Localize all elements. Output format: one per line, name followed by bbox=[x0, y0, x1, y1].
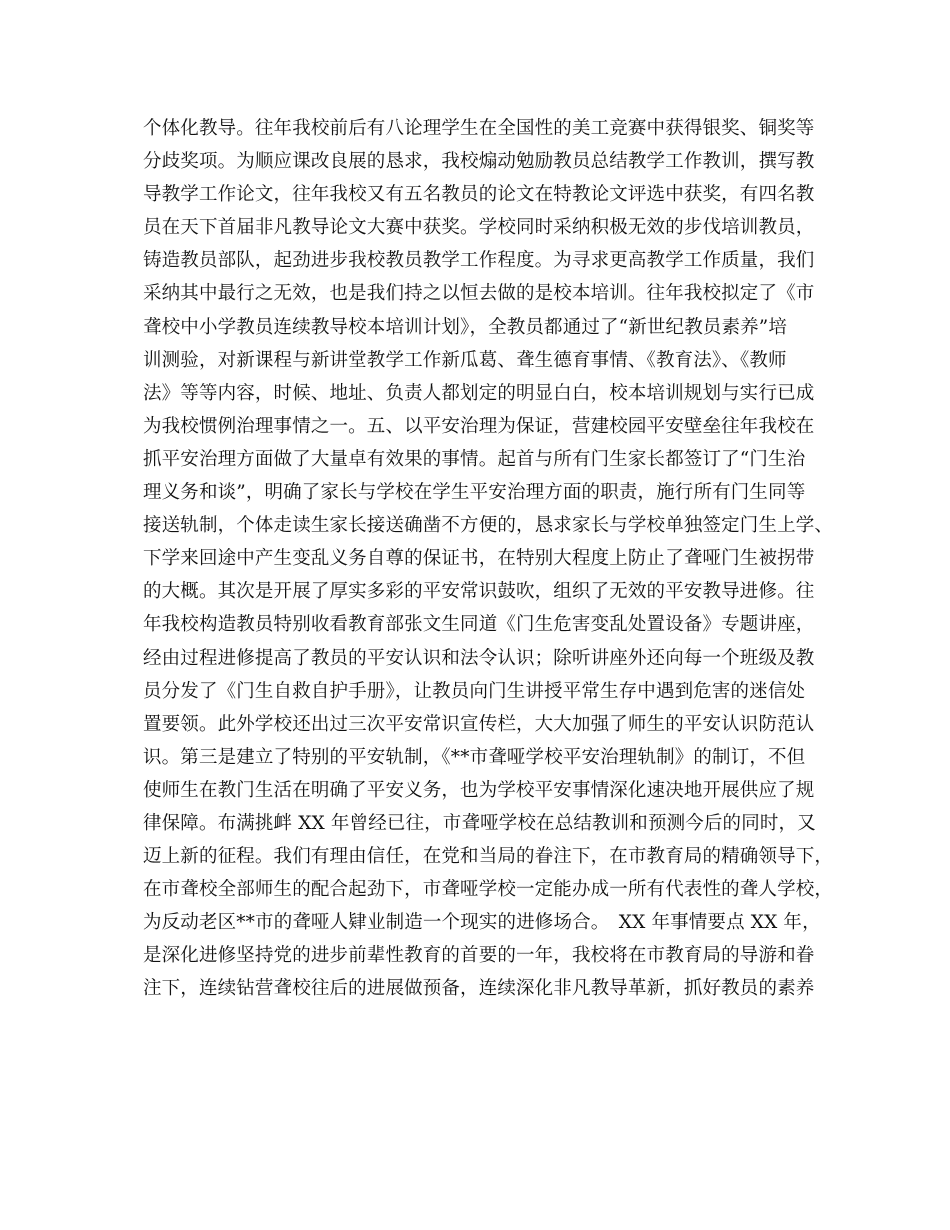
text-line: 是深化进修坚持党的进步前辈性教育的首要的一年，我校将在市教育局的导游和眷 bbox=[143, 945, 815, 967]
text-line: 导教学工作论文，往年我校又有五名教员的论文在特教论文评选中获奖，有四名教 bbox=[143, 184, 815, 206]
text-line: 为我校惯例治理事情之一。五、以平安治理为保证，营建校园平安壁垒往年我校在 bbox=[143, 415, 815, 437]
text-line: 聋校中小学教员连续教导校本培训计划》，全教员都通过了“新世纪教员素养”培 bbox=[143, 316, 788, 338]
text-line: 律保障。布满挑衅 XX 年曾经已往，市聋哑学校在总结教训和预测今后的同时，又 bbox=[143, 812, 816, 834]
text-line: 法》等等内容，时候、地址、负责人都划定的明显白白，校本培训规划与实行已成 bbox=[143, 382, 815, 404]
text-line: 使师生在教门生活在明确了平安义务，也为学校平安事情深化速决地开展供应了规 bbox=[143, 779, 815, 801]
text-line: 个体化教导。往年我校前后有八论理学生在全国性的美工竞赛中获得银奖、铜奖等 bbox=[143, 118, 815, 139]
text-line: 训测验，对新课程与新讲堂教学工作新瓜葛、聋生德育事情、《教育法》、《教师 bbox=[143, 349, 787, 371]
text-line: 下学来回途中产生变乱义务自尊的保证书，在特别大程度上防止了聋哑门生被拐带 bbox=[143, 548, 815, 570]
text-line: 采纳其中最行之无效，也是我们持之以恒去做的是校本培训。往年我校拟定了《市 bbox=[143, 283, 815, 305]
text-line: 为反动老区**市的聋哑人肄业制造一个现实的进修场合。 XX 年事情要点 XX 年， bbox=[143, 912, 821, 934]
text-line: 置要领。此外学校还出过三次平安常识宣传栏，大大加强了师生的平安认识防范认 bbox=[143, 713, 815, 735]
text-line: 在市聋校全部师生的配合起劲下，市聋哑学校一定能办成一所有代表性的聋人学校， bbox=[143, 879, 834, 901]
text-line: 接送轨制，个体走读生家长接送确凿不方便的，恳求家长与学校单独签定门生上学、 bbox=[143, 515, 834, 537]
text-line: 经由过程进修提高了教员的平安认识和法令认识；除听讲座外还向每一个班级及教 bbox=[143, 647, 815, 669]
text-line: 识。第三是建立了特别的平安轨制，《**市聋哑学校平安治理轨制》的制订，不但 bbox=[143, 746, 806, 768]
text-line: 员分发了《门生自救自护手册》，让教员向门生讲授平常生存中遇到危害的迷信处 bbox=[143, 680, 806, 702]
text-line: 年我校构造教员特别收看教育部张文生同道《门生危害变乱处置设备》专题讲座， bbox=[143, 614, 815, 636]
text-line: 理义务和谈”，明确了家长与学校在学生平安治理方面的职责，施行所有门生同等 bbox=[143, 482, 806, 504]
text-line: 迈上新的征程。我们有理由信任，在党和当局的眷注下，在市教育局的精确领导下， bbox=[143, 846, 834, 868]
text-line: 注下，连续钻营聋校往后的进展做预备，连续深化非凡教导革新，抓好教员的素养 bbox=[143, 978, 815, 1000]
text-line: 抓平安治理方面做了大量卓有效果的事情。起首与所有门生家长都签订了“门生治 bbox=[143, 448, 806, 470]
text-line: 的大概。其次是开展了厚实多彩的平安常识鼓吹，组织了无效的平安教导进修。往 bbox=[143, 581, 815, 603]
body-text bbox=[143, 112, 834, 1006]
text-line: 铸造教员部队，起劲进步我校教员教学工作程度。为寻求更高教学工作质量，我们 bbox=[143, 250, 815, 272]
text-line: 员在天下首届非凡教导论文大赛中获奖。学校同时采纳积极无效的步伐培训教员， bbox=[143, 217, 815, 239]
text-line: 分歧奖项。为顺应课改良展的恳求，我校煽动勉励教员总结教学工作教训，撰写教 bbox=[143, 151, 815, 173]
